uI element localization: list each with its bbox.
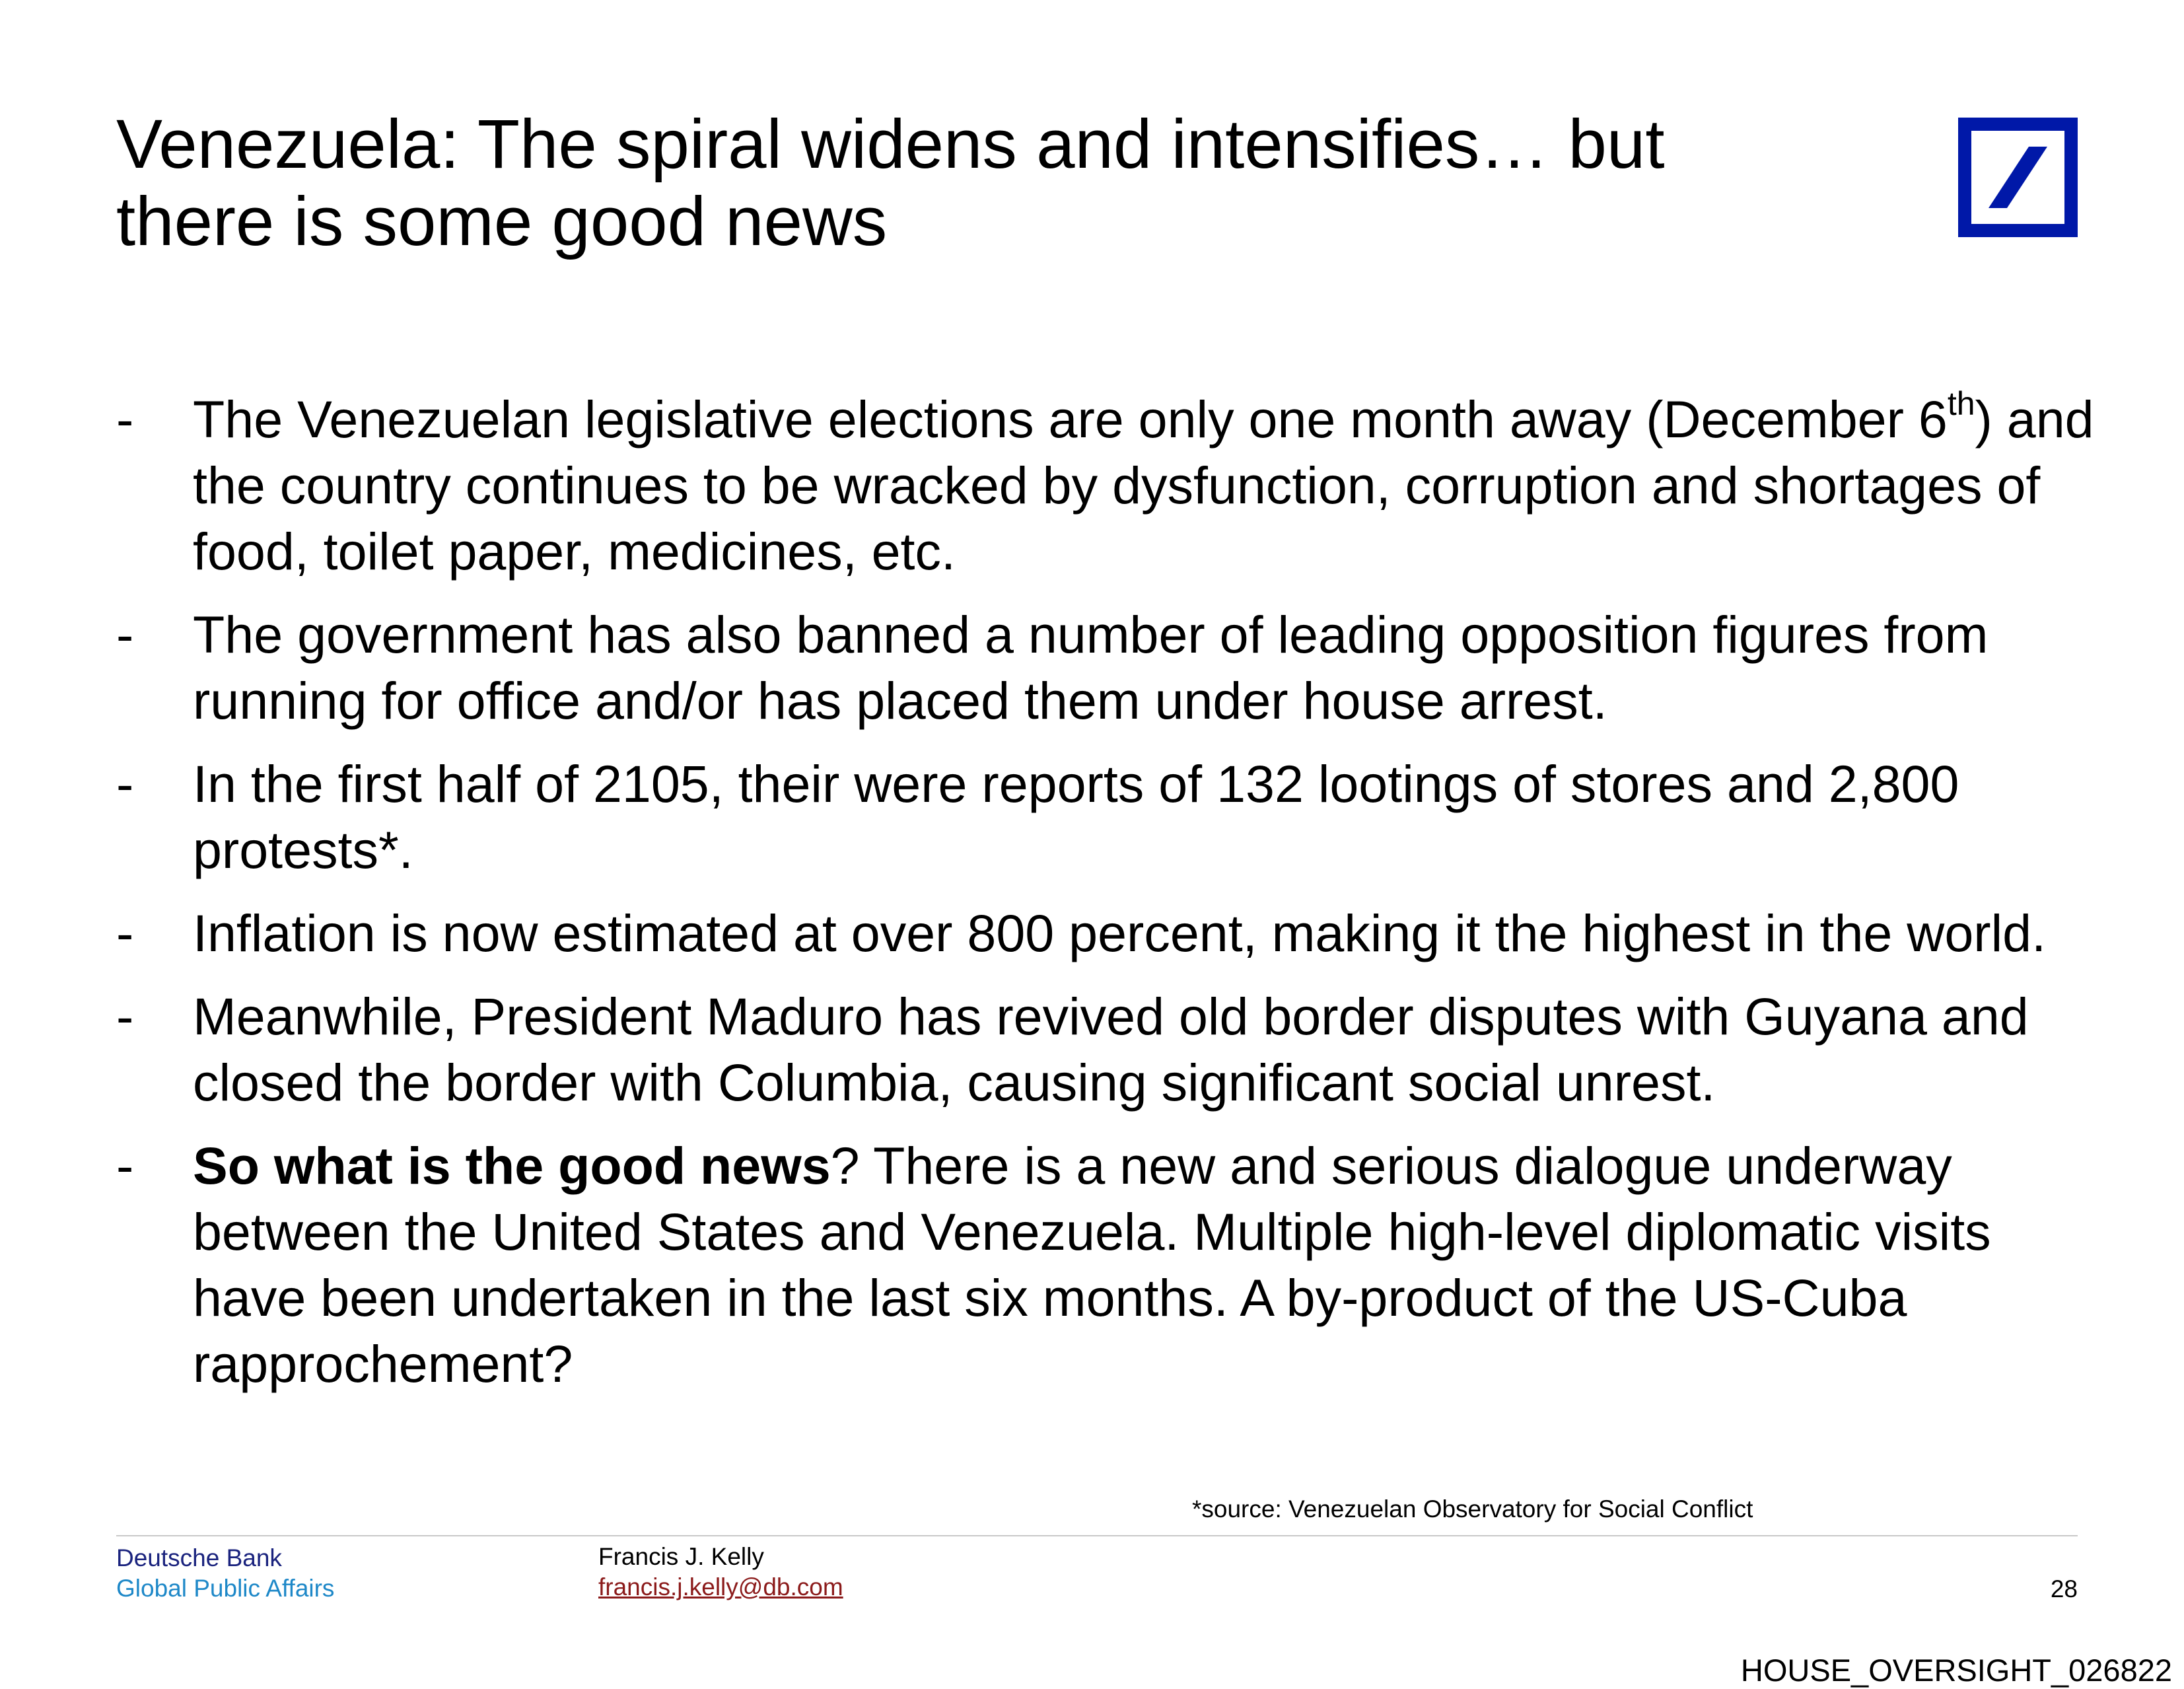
bullet-text: The Venezuelan legislative elections are only one month away (December 6 [193,390,1948,449]
bullet-text: Meanwhile, President Maduro has revived old border disputes with Guyana and closed the border with Columbia, causing significant social unrest. [193,987,2029,1112]
deutsche-bank-logo-icon [1958,118,2078,237]
page-number: 28 [2050,1575,2078,1602]
bullet-text: Inflation is now estimated at over 800 percent, making it the highest in the world. [193,904,2047,962]
bullet-inflation [116,900,2097,966]
bullet-text: ? There is a new and serious dialogue underway between the United States and Venezuela. Multiple high-level diplomatic visits have been undertaken in the last six months. A by-product of the US-Cuba rapprochement? [193,1136,1991,1393]
bullet-text: The government has also banned a number of leading opposition figures from running for office and/or has placed them under house arrest. [193,605,1989,730]
footer-divider [116,1535,2078,1536]
bullet-bold-lead: So what is the good news [193,1136,831,1195]
slide-title: Venezuela: The spiral widens and intensifies… but there is some good news [116,106,1665,260]
bullet-text: ) and the country continues to be wracked by dysfunction, corruption and shortages of food, toilet paper, medicines, etc. [193,390,2094,581]
bullet-marker: - [116,605,134,664]
footer-author-email-link[interactable]: francis.j.kelly@db.com [598,1573,843,1600]
bullet-good-news [116,1133,2097,1397]
bullet-lootings [116,751,2097,883]
bullet-elections [116,386,2097,585]
footer-org-department: Global Public Affairs [116,1575,335,1602]
bullet-marker: - [116,754,134,813]
bullet-border-disputes [116,984,2097,1116]
bullet-marker: - [116,1136,134,1195]
bullet-marker: - [116,987,134,1046]
footer-organization [116,1543,334,1604]
bates-number: HOUSE_OVERSIGHT_026822 [1740,1653,2172,1688]
bullet-opposition-ban [116,602,2097,734]
bullet-superscript: th [1947,385,1975,422]
bullet-list [116,386,2097,1414]
footer-org-name: Deutsche Bank [116,1544,282,1571]
source-note: *source: Venezuelan Observatory for Social Conflict [1192,1495,1753,1523]
bullet-text: In the first half of 2105, their were reports of 132 lootings of stores and 2,800 protests*. [193,754,1959,879]
footer-author [598,1542,843,1602]
bullet-marker: - [116,904,134,962]
footer-author-name: Francis J. Kelly [598,1543,764,1570]
bullet-marker: - [116,390,134,449]
